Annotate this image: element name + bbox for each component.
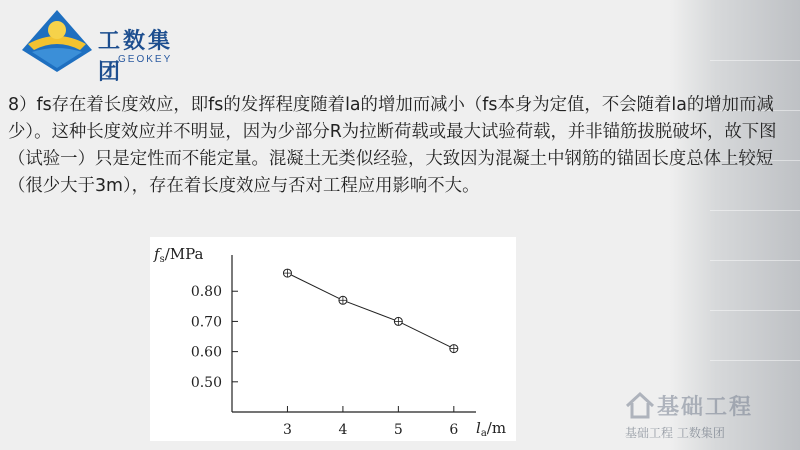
y-axis-label: $f_s$/MPa — [154, 245, 204, 265]
y-tick-label: 0.60 — [190, 344, 222, 361]
background-building — [670, 0, 800, 450]
x-tick-label: 3 — [282, 422, 292, 438]
x-axis-label: $l_a/m$ — [476, 419, 507, 439]
logo-subtitle: GEOKEY — [118, 54, 173, 65]
chart-series — [283, 269, 457, 352]
data-point — [339, 296, 347, 304]
y-tick-label: 0.50 — [190, 374, 222, 391]
logo-name: 工数集团 — [98, 28, 174, 85]
x-tick-label: 6 — [449, 422, 459, 438]
x-tick-label: 5 — [393, 422, 403, 438]
chart-svg — [150, 237, 516, 441]
x-tick-label: 4 — [338, 422, 348, 438]
chart-figure — [150, 237, 516, 441]
data-point — [450, 345, 458, 353]
data-point — [394, 317, 402, 325]
chart-axes — [232, 255, 476, 412]
watermark — [625, 388, 800, 450]
series-line — [287, 273, 453, 348]
watermark-title: 基础工程 — [657, 395, 754, 420]
y-tick-label: 0.70 — [190, 314, 222, 331]
y-tick-label: 0.80 — [190, 284, 222, 301]
chart-ticks — [191, 284, 459, 438]
company-logo — [22, 10, 182, 85]
logo-emblem-icon — [22, 10, 92, 72]
watermark-subtitle: 基础工程 工数集团 — [625, 426, 725, 440]
watermark-house-icon — [625, 390, 655, 420]
data-point — [283, 269, 291, 277]
body-paragraph: 8）fs存在着长度效应，即fs的发挥程度随着la的增加而减小（fs本身为定值，不会随着la的增加而减少）。这种长度效应并不明显，因为少部分R为拉断荷载或最大试验荷载，并非锚筋拔脱破坏，故下图（试验一）只是定性而不能定量。混凝土无类似经验，大致因为混凝土中钢筋的锚固长度总体上较短（很少大于3m），存在着长度效应与否对工程应用影响不大。 — [8, 95, 777, 196]
